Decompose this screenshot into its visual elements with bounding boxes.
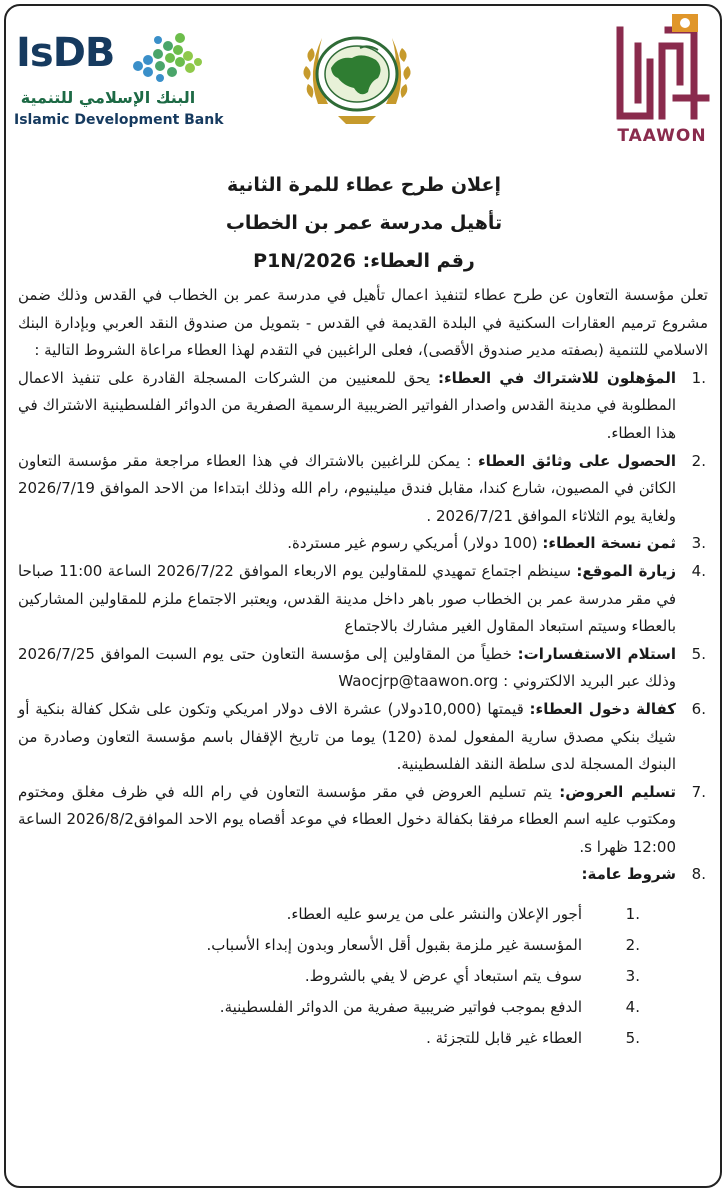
announcement-title-block: [0, 166, 728, 280]
taawon-wordmark: TAAWON: [617, 126, 707, 146]
general-terms-list: [18, 899, 676, 1054]
general-term-item: .4 الدفع بموجب فواتير ضريبية صفرية من الدوائر الفلسطينية.: [219, 998, 640, 1017]
isdb-globe-icon: [118, 26, 208, 86]
general-term-item: .2 المؤسسة غير ملزمة بقبول أقل الأسعار وبدون إبداء الأسباب.: [206, 936, 640, 955]
general-term-item: .1 أجور الإعلان والنشر على من يرسو عليه العطاء.: [286, 905, 640, 924]
title-line-1: إعلان طرح عطاء للمرة الثانية: [227, 174, 501, 196]
isdb-logo-text: IsDB: [16, 30, 115, 76]
condition-item: .7 تسليم العروض: يتم تسليم العروض في مقر مؤسسة التعاون في رام الله في ظرف مغلق ومختوم ومكتوب عليه اسم العطاء مرفقا بكفالة دخول العطاء في موعد أقصاه يوم الاحد الموافق2026/8/2 الساعة 12:00 ظهرا s.: [18, 782, 706, 856]
tender-number: رقم العطاء: P1N/2026: [253, 250, 475, 272]
condition-item: .6 كفالة دخول العطاء: قيمتها (10,000دولار) عشرة الاف دولار امريكي وتكون على شكل كفالة بنكية أو شيك بنكي مصدق سارية المفعول لمدة (120) يوما من تاريخ الإقفال باسم مؤسسة التعاون وصادرة من البنوك المسجلة لدى سلطة النقد الفلسطينية.: [18, 699, 706, 774]
condition-item: .2 الحصول على وثائق العطاء : يمكن للراغبين بالاشتراك في هذا العطاء مراجعة مقر مؤسسة التعاون الكائن في المصيون، شارع كندا، مقابل فندق ميلينيوم، رام الله وذلك ابتداءا من الاحد الموافق 2026/7/19 ولغاية يوم الثلاثاء الموافق 2026/7/21 .: [18, 451, 706, 525]
title-line-2: تأهيل مدرسة عمر بن الخطاب: [225, 212, 503, 234]
isdb-english-name: Islamic Development Bank: [14, 112, 224, 128]
condition-item: .5 استلام الاستفسارات: خطياً من المقاولين إلى مؤسسة التعاون حتى يوم السبت الموافق 2026/7/25 وذلك عبر البريد الالكتروني : Waocjrp@taawon.org: [18, 644, 706, 691]
announcement-body: [18, 282, 708, 1054]
arab-monetary-fund-emblem: [298, 12, 416, 132]
conditions-list: [18, 365, 708, 1054]
isdb-arabic-name: البنك الإسلامي للتنمية: [20, 88, 196, 107]
condition-item: .8 شروط عامة: .1 أجور الإعلان والنشر على من يرسو عليه العطاء. .2 المؤسسة غير ملزمة بقبول أقل الأسعار وبدون إبداء الأسباب. .3 سوف يتم استبعاد أي عرض لا يفي بالشروط. .4 الدفع بموجب فواتير ضريبية صفرية من الدوائر الفلسطينية. .5 العطاء غير قابل للتجزئة .: [18, 861, 708, 1054]
intro-paragraph: تعلن مؤسسة التعاون عن طرح عطاء لتنفيذ اعمال تأهيل في مدرسة عمر بن الخطاب في القدس وذلك ضمن مشروع ترميم العقارات السكنية في البلدة القديمة في القدس - بتمويل من صندوق النقد العربي وبإدارة البنك الاسلامي للتنمية (بصفته مدير صندوق الأقصى)، فعلى الراغبين في التقدم لهذا العطاء مراعاة الشروط التالية :: [18, 286, 708, 360]
general-term-item: .3 سوف يتم استبعاد أي عرض لا يفي بالشروط.: [304, 967, 640, 986]
condition-item: .1 المؤهلون للاشتراك في العطاء: يحق للمعنيين من الشركات المسجلة القادرة على تنفيذ الاعمال المطلوبة في مدينة القدس واصدار الفواتير الضريبية الرسمية الصفرية من الدوائر الفلسطينية الاشتراك في هذا العطاء.: [18, 368, 706, 442]
condition-item: .3 ثمن نسخة العطاء: (100 دولار) أمريكي رسوم غير مستردة.: [287, 534, 706, 553]
general-term-item: .5 العطاء غير قابل للتجزئة .: [426, 1029, 640, 1048]
condition-item: .4 زيارة الموقع: سينظم اجتماع تمهيدي للمقاولين يوم الاربعاء الموافق 2026/7/22 الساعة 11:00 صباحا في مقر مدرسة عمر بن الخطاب صور باهر داخل مدينة القدس، ويعتبر الاجتماع ملزم للمقاولين المشاركين بالعطاء وسيتم استبعاد المقاول الغير مشارك بالاجتماع: [18, 561, 706, 636]
